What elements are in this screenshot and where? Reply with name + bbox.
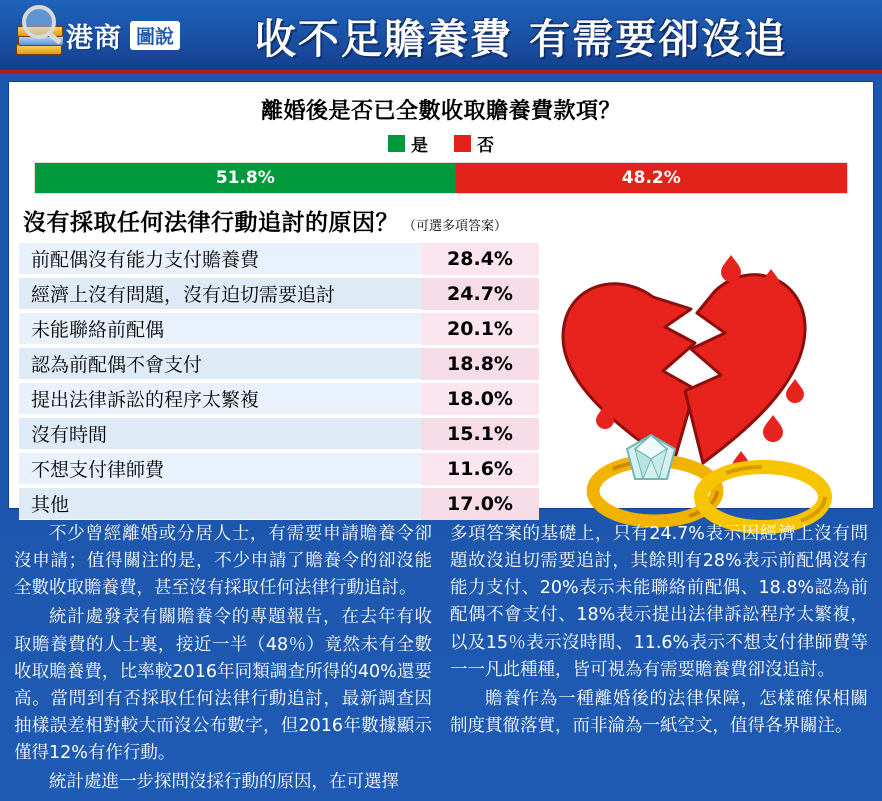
reason-label: 認為前配偶不會支付 — [19, 348, 421, 380]
table-row — [19, 453, 539, 485]
magnifier-books-icon — [16, 15, 62, 55]
reason-value: 17.0% — [421, 488, 539, 520]
reason-value: 18.8% — [421, 348, 539, 380]
reasons-table — [19, 243, 539, 543]
reason-value: 11.6% — [421, 453, 539, 485]
reason-value: 20.1% — [421, 313, 539, 345]
legend-swatch-no — [454, 135, 471, 152]
brand-tag: 圖說 — [130, 21, 180, 50]
table-row — [19, 243, 539, 275]
reason-label: 前配偶沒有能力支付贍養費 — [19, 243, 421, 275]
legend — [19, 131, 863, 156]
table-row — [19, 418, 539, 450]
question-2-header — [23, 204, 863, 237]
page-title: 收不足贍養費 有需要卻沒追 — [254, 14, 788, 63]
table-row — [19, 278, 539, 310]
legend-item-yes — [388, 131, 428, 156]
article-paragraph: 統計處發表有關贍養令的專題報告，在去年有收取贍養費的人士裏，接近一半（48％）竟然未有全數收取贍養費，比率較2016年同類調查所得的40%還要高。當問到有否採取任何法律行動追討，最新調查因抽樣誤差相對較大而沒公布數字，但2016年數據顯示僅得12%有作行動。 — [14, 607, 432, 763]
table-row — [19, 383, 539, 415]
brand-logo — [16, 8, 180, 62]
reason-value: 28.4% — [421, 243, 539, 275]
legend-label-yes: 是 — [411, 136, 428, 156]
question-2-title: 沒有採取任何法律行動追討的原因？ — [23, 210, 399, 236]
table-row — [19, 313, 539, 345]
legend-label-no: 否 — [477, 136, 494, 156]
reason-value: 24.7% — [421, 278, 539, 310]
page-header — [0, 0, 882, 73]
stacked-bar-chart — [34, 162, 848, 194]
chart-content — [19, 243, 863, 543]
reason-value: 18.0% — [421, 383, 539, 415]
reason-value: 15.1% — [421, 418, 539, 450]
broken-heart-with-rings-icon — [545, 243, 855, 543]
reason-label: 不想支付律師費 — [19, 453, 421, 485]
reason-label: 沒有時間 — [19, 418, 421, 450]
bar-segment-yes: 51.8% — [35, 163, 456, 193]
article-paragraph: 贍養作為一種離婚後的法律保障，怎樣確保相關制度貫徹落實，而非淪為一紙空文，值得各界關注。 — [450, 688, 868, 736]
legend-item-no — [454, 131, 494, 156]
question-1-title: 離婚後是否已全數收取贍養費款項？ — [260, 99, 621, 124]
chart-card — [8, 81, 874, 516]
article-column-right — [450, 521, 868, 793]
question-2-note: （可選多項答案） — [403, 219, 508, 234]
article-paragraph: 統計處進一步探問沒採行動的原因，在可選擇 — [49, 772, 399, 793]
brand-name: 港商 — [66, 22, 122, 54]
article-column-left — [14, 521, 432, 793]
table-row — [19, 348, 539, 380]
reason-label: 其他 — [19, 488, 421, 520]
article-paragraph: 多項答案的基礎上，只有24.7%表示因經濟上沒有問題故沒迫切需要追討，其餘則有28%表示前配偶沒有能力支付、20%表示未能聯絡前配偶、18.8%認為前配偶不會支付、18%表示提出法律訴訟程序太繁複，以及15％表示沒時間、11.6%表示不想支付律師費等一一凡此種種，皆可視為有需要贍養費卻沒追討。 — [450, 524, 868, 680]
reason-label: 未能聯絡前配偶 — [19, 313, 421, 345]
bar-segment-no: 48.2% — [456, 163, 847, 193]
reason-label: 經濟上沒有問題，沒有迫切需要追討 — [19, 278, 421, 310]
legend-swatch-yes — [388, 135, 405, 152]
reason-label: 提出法律訴訟的程序太繁複 — [19, 383, 421, 415]
article-body — [0, 511, 882, 801]
article-paragraph: 不少曾經離婚或分居人士，有需要申請贍養令卻沒申請；值得關注的是，不少申請了贍養令的卻沒能全數收取贍養費，甚至沒有採取任何法律行動追討。 — [14, 524, 432, 599]
